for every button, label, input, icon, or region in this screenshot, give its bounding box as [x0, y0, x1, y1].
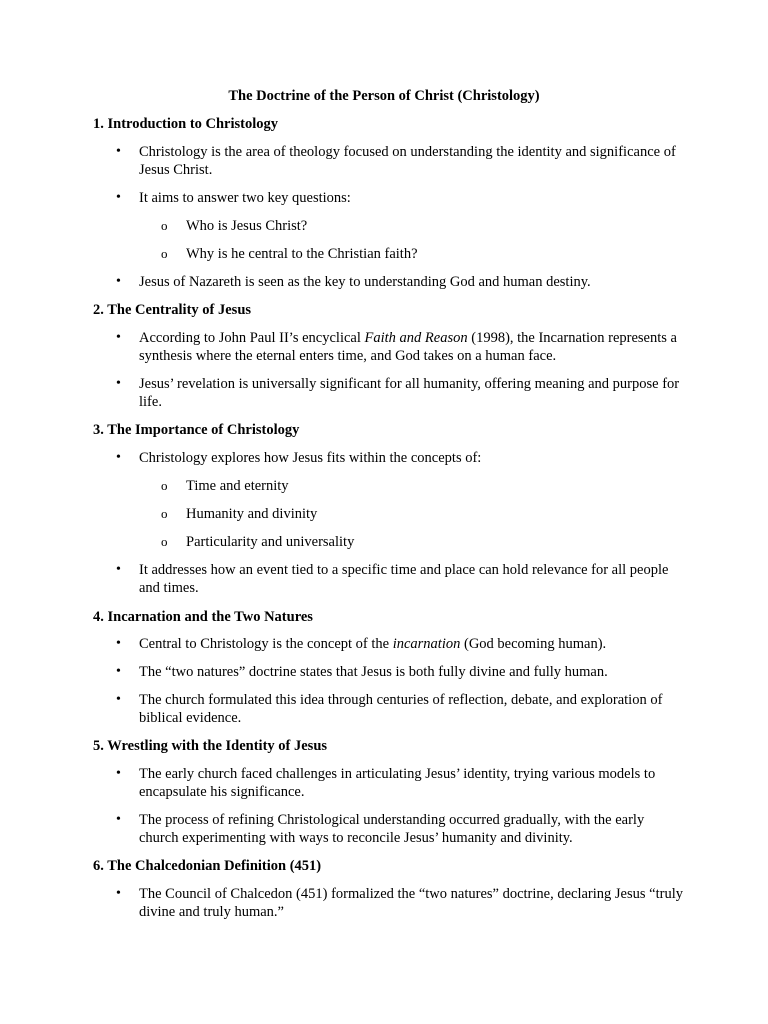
- section-heading-identity: 5. Wrestling with the Identity of Jesus: [93, 738, 328, 754]
- bullet-icon: •: [116, 636, 121, 651]
- sub-list-item: Who is Jesus Christ?: [186, 218, 308, 234]
- list-item: Christology is the area of theology focused on understanding the identity and significance of Jesus Christ.: [139, 144, 676, 178]
- bullet-icon: •: [116, 376, 121, 391]
- section-heading-incarnation: 4. Incarnation and the Two Natures: [93, 609, 313, 625]
- bullet-icon: •: [116, 766, 121, 781]
- encyclical-title: Faith and Reason: [364, 330, 468, 346]
- section-heading-centrality: 2. The Centrality of Jesus: [93, 302, 252, 318]
- list-item: The Council of Chalcedon (451) formalized the “two natures” doctrine, declaring Jesus “truly divine and truly human.”: [139, 886, 683, 920]
- bullet-icon: •: [116, 144, 121, 159]
- bullet-icon: •: [116, 450, 121, 465]
- list-item: Jesus’ revelation is universally significant for all humanity, offering meaning and purpose for life.: [139, 376, 680, 410]
- sub-bullet-icon: o: [161, 246, 168, 261]
- bullet-icon: •: [116, 562, 121, 577]
- bullet-icon: •: [116, 330, 121, 345]
- sub-list-item: Why is he central to the Christian faith?: [186, 246, 418, 262]
- sub-list-item: Time and eternity: [186, 478, 289, 494]
- section-heading-introduction: 1. Introduction to Christology: [93, 116, 279, 132]
- sub-bullet-icon: o: [161, 478, 168, 493]
- list-item: Christology explores how Jesus fits within the concepts of:: [139, 450, 482, 466]
- sub-bullet-icon: o: [161, 506, 168, 521]
- bullet-icon: •: [116, 886, 121, 901]
- item-text: (God becoming human).: [460, 636, 607, 652]
- item-text: (1998), the Incarnation represents a synthesis where the eternal enters time, and God takes on a human face.: [139, 330, 677, 364]
- list-item: The early church faced challenges in articulating Jesus’ identity, trying various models to encapsulate his significance.: [139, 766, 656, 800]
- bullet-icon: •: [116, 274, 121, 289]
- section-heading-importance: 3. The Importance of Christology: [93, 422, 300, 438]
- bullet-icon: •: [116, 190, 121, 205]
- bullet-icon: •: [116, 664, 121, 679]
- list-item: It addresses how an event tied to a specific time and place can hold relevance for all people and times.: [139, 562, 669, 596]
- item-text: According to John Paul II’s encyclical: [139, 330, 365, 346]
- sub-list-item: Humanity and divinity: [186, 506, 318, 522]
- bullet-icon: •: [116, 812, 121, 827]
- list-item: Jesus of Nazareth is seen as the key to understanding God and human destiny.: [139, 274, 591, 290]
- item-text: Central to Christology is the concept of the: [139, 636, 393, 652]
- sub-bullet-icon: o: [161, 534, 168, 549]
- list-item: The process of refining Christological understanding occurred gradually, with the early church experimenting with ways to reconcile Jesus’ humanity and divinity.: [139, 812, 645, 846]
- sub-list-item: Particularity and universality: [186, 534, 355, 550]
- list-item: [139, 329, 684, 365]
- list-item: The church formulated this idea through centuries of reflection, debate, and exploration of biblical evidence.: [139, 692, 663, 726]
- sub-bullet-icon: o: [161, 218, 168, 233]
- section-heading-chalcedon: 6. The Chalcedonian Definition (451): [93, 858, 322, 874]
- list-item: It aims to answer two key questions:: [139, 190, 351, 206]
- bullet-icon: •: [116, 692, 121, 707]
- document-title: The Doctrine of the Person of Christ (Christology): [228, 88, 540, 104]
- emphasis-term: incarnation: [392, 636, 461, 652]
- list-item: The “two natures” doctrine states that Jesus is both fully divine and fully human.: [139, 664, 608, 680]
- list-item: [139, 635, 684, 653]
